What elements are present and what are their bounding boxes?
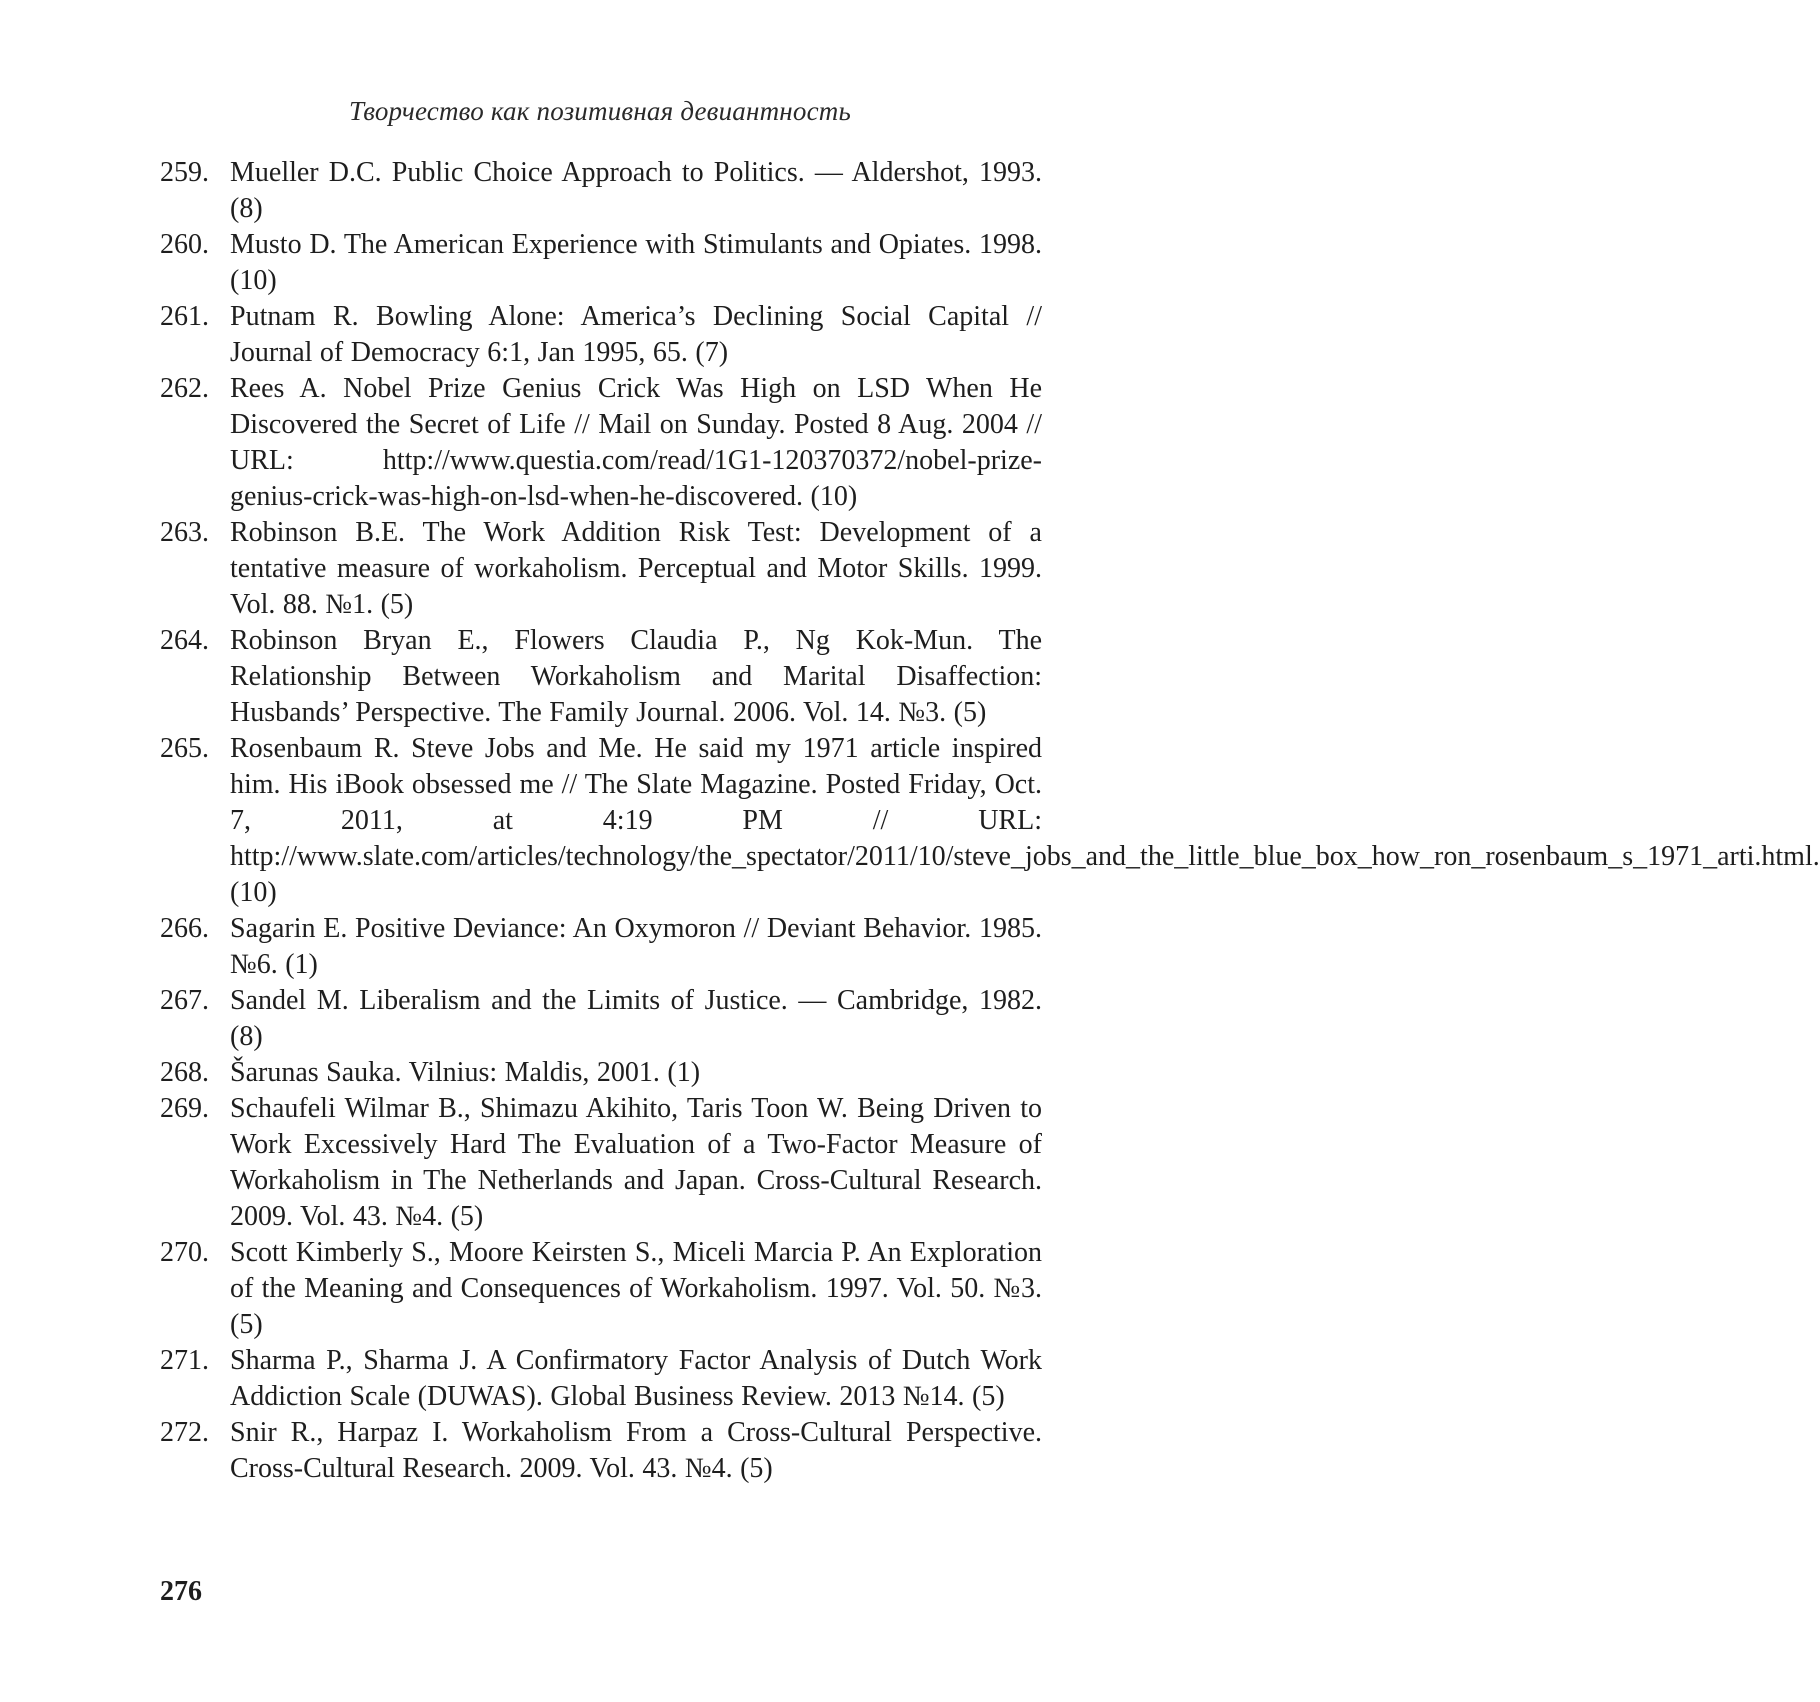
reference-number: 271.: [160, 1343, 226, 1379]
reference-text: Šarunas Sauka. Vilnius: Maldis, 2001. (1): [230, 1055, 1042, 1091]
reference-text: Snir R., Harpaz I. Workaholism From a Cross-Cultural Perspective. Cross-Cultural Research. 2009. Vol. 43. №4. (5): [230, 1415, 1042, 1487]
reference-number: 259.: [160, 155, 226, 191]
reference-text: Putnam R. Bowling Alone: America’s Declining Social Capital // Journal of Democracy 6:1, Jan 1995, 65. (7): [230, 299, 1042, 371]
reference-item: [160, 623, 1042, 731]
reference-text: Mueller D.C. Public Choice Approach to Politics. — Aldershot, 1993. (8): [230, 155, 1042, 227]
reference-item: [160, 299, 1042, 371]
running-head: Творчество как позитивная девиантность: [0, 96, 1200, 127]
reference-text: Schaufeli Wilmar B., Shimazu Akihito, Taris Toon W. Being Driven to Work Excessively Hard The Evaluation of a Two-Factor Measure of Workaholism in The Netherlands and Japan. Cross-Cultural Research. 2009. Vol. 43. №4. (5): [230, 1091, 1042, 1235]
reference-text: Rees A. Nobel Prize Genius Crick Was High on LSD When He Discovered the Secret of Life // Mail on Sunday. Posted 8 Aug. 2004 // URL: http://www.questia.com/read/1G1-120370372/nobel-prize-genius-crick-was-high-on-lsd-when-he-discovered. (10): [230, 371, 1042, 515]
reference-text: Scott Kimberly S., Moore Keirsten S., Miceli Marcia P. An Exploration of the Meaning and Consequences of Workaholism. 1997. Vol. 50. №3. (5): [230, 1235, 1042, 1343]
reference-text: Sandel M. Liberalism and the Limits of Justice. — Cambridge, 1982. (8): [230, 983, 1042, 1055]
reference-item: [160, 155, 1042, 227]
reference-number: 265.: [160, 731, 226, 767]
reference-item: [160, 515, 1042, 623]
reference-item: [160, 983, 1042, 1055]
reference-item: [160, 227, 1042, 299]
reference-number: 262.: [160, 371, 226, 407]
reference-number: 261.: [160, 299, 226, 335]
reference-item: [160, 1091, 1042, 1235]
reference-number: 268.: [160, 1055, 226, 1091]
reference-item: [160, 911, 1042, 983]
reference-number: 272.: [160, 1415, 226, 1451]
reference-list: [160, 155, 1042, 1487]
reference-number: 260.: [160, 227, 226, 263]
reference-item: [160, 1415, 1042, 1487]
reference-item: [160, 1055, 1042, 1091]
reference-number: 269.: [160, 1091, 226, 1127]
reference-item: [160, 731, 1042, 911]
reference-text: Sharma P., Sharma J. A Confirmatory Factor Analysis of Dutch Work Addiction Scale (DUWAS). Global Business Review. 2013 №14. (5): [230, 1343, 1042, 1415]
reference-text: Rosenbaum R. Steve Jobs and Me. He said my 1971 article inspired him. His iBook obsessed me // The Slate Magazine. Posted Friday, Oct. 7, 2011, at 4:19 PM // URL: http://www.slate.com/articles/technology/the_spectator/2011/10/steve_jobs_and_the_little_blue_box_how_ron_rosenbaum_s_1971_arti.html. (10): [230, 731, 1042, 911]
reference-number: 264.: [160, 623, 226, 659]
reference-text: Musto D. The American Experience with Stimulants and Opiates. 1998. (10): [230, 227, 1042, 299]
reference-item: [160, 1343, 1042, 1415]
reference-number: 267.: [160, 983, 226, 1019]
reference-text: Robinson Bryan E., Flowers Claudia P., Ng Kok-Mun. The Relationship Between Workaholism and Marital Disaffection: Husbands’ Perspective. The Family Journal. 2006. Vol. 14. №3. (5): [230, 623, 1042, 731]
reference-item: [160, 371, 1042, 515]
reference-number: 266.: [160, 911, 226, 947]
page-number: 276: [160, 1576, 202, 1608]
reference-item: [160, 1235, 1042, 1343]
reference-number: 270.: [160, 1235, 226, 1271]
reference-number: 263.: [160, 515, 226, 551]
reference-text: Sagarin E. Positive Deviance: An Oxymoron // Deviant Behavior. 1985. №6. (1): [230, 911, 1042, 983]
reference-text: Robinson B.E. The Work Addition Risk Test: Development of a tentative measure of workaholism. Perceptual and Motor Skills. 1999. Vol. 88. №1. (5): [230, 515, 1042, 623]
